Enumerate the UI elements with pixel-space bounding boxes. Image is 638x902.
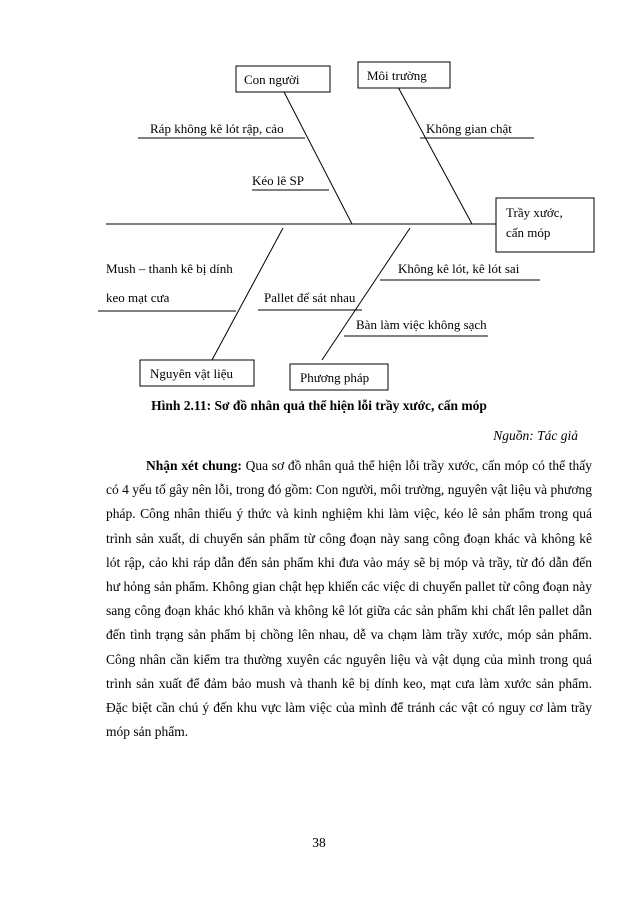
- box-materials-label: Nguyên vật liệu: [150, 366, 234, 381]
- cause-dirty-table-label: Bàn làm việc không sạch: [356, 317, 487, 332]
- box-effect-label-line1: Trầy xước,: [506, 205, 563, 220]
- cause-pallet-label: Pallet để sát nhau: [264, 290, 356, 305]
- cause-assembly-label: Ráp không kê lót rập, cảo: [150, 121, 284, 136]
- fishbone-diagram: [0, 0, 638, 400]
- figure-caption: Hình 2.11: Sơ đồ nhân quả thể hiện lỗi trầy xước, cấn móp: [151, 398, 487, 413]
- cause-drag-label: Kéo lê SP: [252, 173, 304, 188]
- box-environment-label: Môi trường: [367, 68, 427, 83]
- box-people-label: Con người: [244, 72, 300, 87]
- cause-mush-label-line1: Mush – thanh kê bị dính: [106, 261, 233, 276]
- cause-tight-space-label: Không gian chật: [426, 121, 512, 136]
- figure-source: Nguồn: Tác giả: [493, 428, 578, 443]
- bone-people: [283, 90, 352, 224]
- cause-mush-label-line2: keo mạt cưa: [106, 290, 170, 305]
- box-effect-label-line2: cấn móp: [506, 225, 551, 240]
- cause-wrong-pad-label: Không kê lót, kê lót sai: [398, 261, 520, 276]
- comment-label: Nhận xét chung:: [146, 458, 242, 473]
- bone-environment: [398, 87, 472, 224]
- page-number: 38: [312, 835, 326, 850]
- comment-paragraph: [106, 454, 592, 744]
- box-method-label: Phương pháp: [300, 370, 370, 385]
- comment-text: Qua sơ đồ nhân quả thể hiện lỗi trầy xước, cấn móp có thể thấy có 4 yếu tố gây nên lỗi, trong đó gồm: Con người, môi trường, nguyên vật liệu và phương pháp. Công nhân thiếu ý thức và kinh nghiệm khi làm việc, kéo lê sản phẩm trong quá trình sản xuất, di chuyển sản phẩm từ công đoạn này sang công đoạn khác và không kê lót rập, cảo khi ráp dẫn đến sản phẩm khi đưa vào máy sẽ bị móp và trầy, từ đó dẫn đến hư hỏng sản phẩm. Không gian chật hẹp khiến các việc di chuyển pallet từ công đoạn này sang công đoạn khác khó khăn và không kê lót giữa các sản phẩm khi chất lên pallet dẫn đến tình trạng sản phẩm bị chồng lên nhau, dễ va chạm làm trầy xước, móp sản phẩm. Công nhân cần kiểm tra thường xuyên các nguyên liệu và vật dụng của mình trong quá trình sản xuất để đảm bảo mush và thanh kê bị dính keo, mạt cưa làm xước sản phẩm. Đặc biệt cần chú ý đến khu vực làm việc của mình để tránh các vật có nguy cơ làm trầy móp sản phẩm.: [106, 458, 592, 740]
